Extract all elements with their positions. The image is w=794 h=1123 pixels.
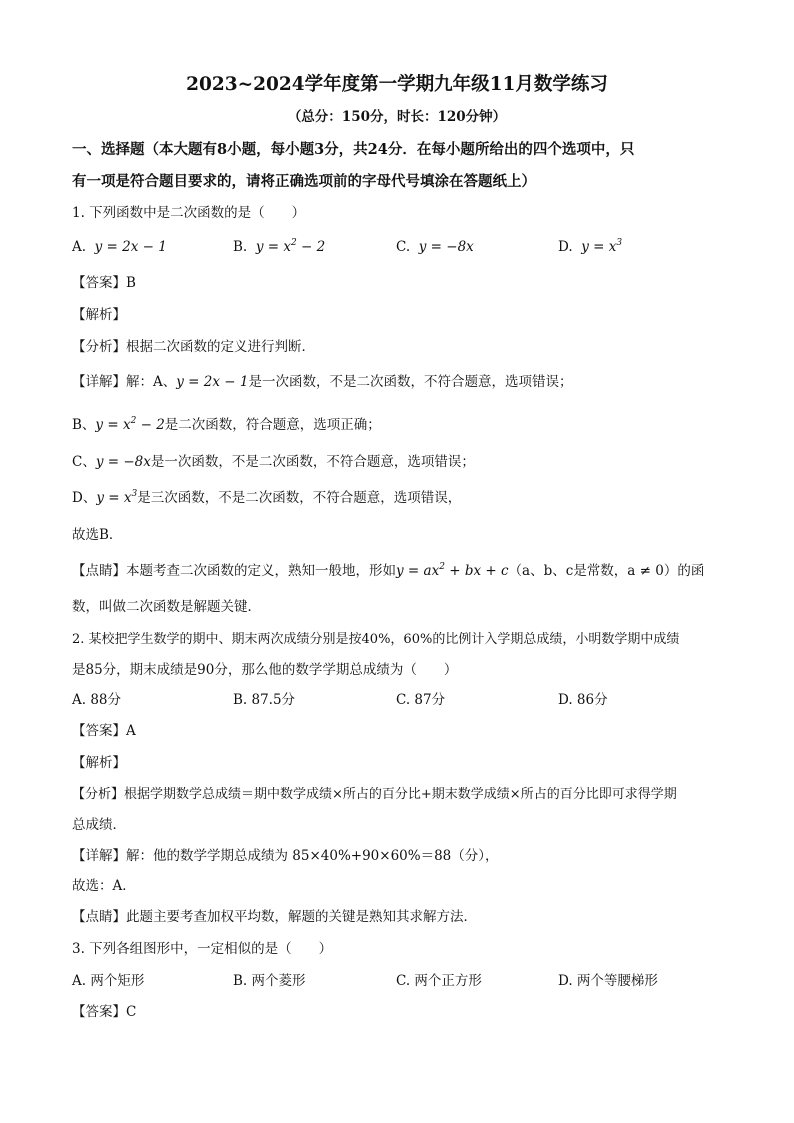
q2-fenxi-line2: 总成绩． <box>72 817 126 833</box>
q2-conclusion: 故选：A． <box>72 878 136 894</box>
q2-fenxi-text: 根据学期数学总成绩＝期中数学成绩×所占的百分比+期末数学成绩×所占的百分比即可求得学期 <box>124 787 677 802</box>
q2-detail <box>72 846 732 866</box>
page-title: 2023~2024学年度第一学期九年级11月数学练习 <box>186 74 608 95</box>
q1-option-a <box>72 237 167 257</box>
q1-option-d <box>558 237 622 257</box>
q1-detail-d-exponent: 3 <box>131 488 138 499</box>
q1-option-d-exponent: 3 <box>616 237 623 248</box>
q2-detail-text: 解：他的数学学期总成绩为 85×40%+90×60%＝88（分）， <box>126 848 499 864</box>
q1-option-b-label: B. <box>233 239 248 255</box>
q1-answer-value: B <box>126 275 136 291</box>
q1-fenxi-tag: 【分析】 <box>72 339 126 355</box>
q1-comment-paren: （a、b、c是常数，a ≠ 0）的函 <box>508 563 705 579</box>
q1-option-b-exponent: 2 <box>290 237 297 248</box>
q3-stem: 3. 下列各组图形中，一定相似的是（ ） <box>72 941 333 957</box>
q1-comment-expr-tail: + bx + c <box>444 563 509 579</box>
q1-detail-a <box>72 372 732 392</box>
q3-option-b: B. 两个菱形 <box>233 973 306 989</box>
q1-option-c <box>396 237 474 257</box>
q3-option-d: D. 两个等腰梯形 <box>558 973 658 989</box>
q1-detail-b-pre: B、 <box>72 417 96 433</box>
q1-fenxi <box>72 337 732 357</box>
q1-detail-a-pre: 解：A、 <box>126 374 177 390</box>
q1-option-a-label: A. <box>72 239 87 255</box>
q3-answer-tag: 【答案】 <box>72 1004 126 1020</box>
q1-option-b <box>233 237 325 257</box>
q1-comment-tag: 【点睛】 <box>72 563 126 579</box>
q2-stem-line1: 2. 某校把学生数学的期中、期末两次成绩分别是按40%，60%的比例计入学期总成绩，小明数学期中成绩 <box>72 632 680 647</box>
q2-answer-value: A <box>126 723 136 739</box>
q3-option-a: A. 两个矩形 <box>72 973 145 989</box>
q1-fenxi-text: 根据二次函数的定义进行判断． <box>126 339 315 355</box>
q1-detail-tag: 【详解】 <box>72 374 126 390</box>
q2-comment-tag: 【点睛】 <box>72 909 126 925</box>
q1-detail-b <box>72 415 732 435</box>
q1-detail-d-post: 是三次函数，不是二次函数，不符合题意，选项错误， <box>137 490 462 506</box>
q1-stem: 1. 下列函数中是二次函数的是（ ） <box>72 205 306 221</box>
q3-answer-value: C <box>126 1004 137 1020</box>
q1-comment-exponent: 2 <box>439 561 445 572</box>
q1-comment <box>72 561 732 581</box>
q1-option-c-expr: y = −8x <box>418 239 474 255</box>
q1-option-d-expr: y = x <box>581 239 617 255</box>
q3-answer <box>72 1002 732 1022</box>
q2-answer <box>72 721 732 741</box>
q1-detail-b-exponent: 2 <box>130 415 137 426</box>
q1-answer-tag: 【答案】 <box>72 275 126 291</box>
q1-comment-pre: 本题考查二次函数的定义，熟知一般地，形如 <box>126 563 396 579</box>
q2-option-c: C. 87分 <box>396 692 446 708</box>
q3-option-c: C. 两个正方形 <box>396 973 482 989</box>
q1-detail-b-expr: y = x <box>95 417 131 433</box>
q2-option-d: D. 86分 <box>558 692 608 708</box>
section-heading-line2: 有一项是符合题目要求的，请将正确选项前的字母代号填涂在答题纸上） <box>72 173 536 190</box>
q2-detail-tag: 【详解】 <box>72 848 126 864</box>
section-heading-line1: 一、选择题（本大题有8小题，每小题3分，共24分．在每小题所给出的四个选项中，只 <box>72 141 635 158</box>
q1-detail-a-expr: y = 2x − 1 <box>176 374 249 390</box>
q2-analysis-tag: 【解析】 <box>72 755 126 771</box>
q1-detail-d-expr: y = x <box>96 490 132 506</box>
q2-stem-line2: 是85分，期末成绩是90分，那么他的数学学期总成绩为（ ） <box>72 662 458 678</box>
q2-comment-text: 此题主要考查加权平均数，解题的关键是熟知其求解方法． <box>126 909 477 925</box>
q1-detail-b-post: 是二次函数，符合题意，选项正确； <box>164 417 381 433</box>
page-subtitle: （总分：150分，时长：120分钟） <box>287 109 507 125</box>
q1-detail-a-post: 是一次函数，不是二次函数，不符合题意，选项错误； <box>248 374 573 390</box>
q2-option-b: B. 87.5分 <box>233 692 296 708</box>
q1-detail-d-pre: D、 <box>72 490 97 506</box>
q1-detail-c-pre: C、 <box>72 454 96 470</box>
q1-option-a-expr: y = 2x − 1 <box>94 239 167 255</box>
q2-comment <box>72 907 732 927</box>
q1-comment-expr: y = ax <box>396 563 440 579</box>
q1-detail-d <box>72 488 732 508</box>
q2-option-a: A. 88分 <box>72 692 122 708</box>
q1-detail-c-post: 是一次函数，不是二次函数，不符合题意，选项错误； <box>150 454 475 470</box>
q1-option-b-tail: − 2 <box>296 239 326 255</box>
q1-option-d-label: D. <box>558 239 573 255</box>
q1-detail-c-expr: y = −8x <box>95 454 151 470</box>
q1-analysis-tag: 【解析】 <box>72 307 126 323</box>
q1-detail-c <box>72 452 732 472</box>
q1-comment-line2: 数，叫做二次函数是解题关键． <box>72 599 261 615</box>
q1-answer <box>72 273 732 293</box>
q1-option-b-expr: y = x <box>255 239 291 255</box>
q2-fenxi-tag: 【分析】 <box>72 787 125 802</box>
q1-detail-b-tail: − 2 <box>136 417 165 433</box>
q1-option-c-label: C. <box>396 239 411 255</box>
q2-fenxi-line1 <box>72 785 732 805</box>
q2-answer-tag: 【答案】 <box>72 723 126 739</box>
q1-conclusion: 故选B． <box>72 527 123 543</box>
